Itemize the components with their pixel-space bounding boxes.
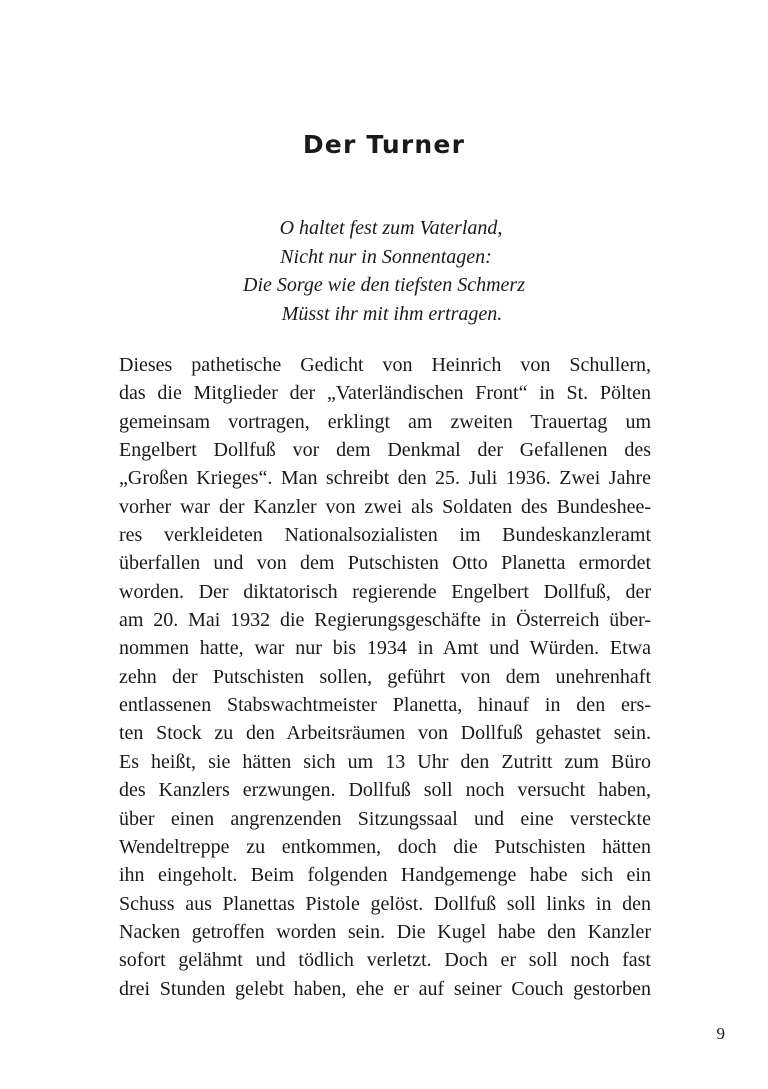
body-line: gemeinsam vortragen, erklingt am zweiten Trauertag um <box>119 410 651 433</box>
body-line: vorher war der Kanzler von zwei als Soldaten des Bundeshee- <box>119 495 651 518</box>
body-line: Es heißt, sie hätten sich um 13 Uhr den Zutritt zum Büro <box>119 750 651 773</box>
page-title: Der Turner <box>302 130 466 159</box>
page-number: 9 <box>716 1024 725 1043</box>
body-line: Engelbert Dollfuß vor dem Denkmal der Gefallenen des <box>119 439 651 462</box>
body-line: am 20. Mai 1932 die Regierungsgeschäfte in Österreich über- <box>119 609 651 632</box>
body-line: Nacken getroffen worden sein. Die Kugel habe den Kanzler <box>119 920 651 943</box>
body-line: ihn eingeholt. Beim folgenden Handgemenge habe sich ein <box>119 864 651 887</box>
body-line: res verkleideten Nationalsozialisten im Bundeskanzleramt <box>119 524 651 547</box>
body-line: sofort gelähmt und tödlich verletzt. Doch er soll noch fast <box>119 949 651 972</box>
body-line: Schuss aus Planettas Pistole gelöst. Dollfuß soll links in den <box>119 892 651 915</box>
body-line: zehn der Putschisten sollen, geführt von dem unehrenhaft <box>119 665 651 688</box>
poem-line: Die Sorge wie den tiefsten Schmerz <box>243 274 525 296</box>
body-line: ten Stock zu den Arbeitsräumen von Dollfuß gehastet sein. <box>119 722 651 745</box>
body-line: entlassenen Stabswachtmeister Planetta, hinauf in den ers- <box>119 694 651 717</box>
poem-line: Nicht nur in Sonnentagen: <box>280 245 492 268</box>
poem-line: Müsst ihr mit ihm ertragen. <box>281 302 503 325</box>
body-line: überfallen und von dem Putschisten Otto Planetta ermordet <box>119 552 651 575</box>
poem-epigraph <box>0 214 768 328</box>
body-line: drei Stunden gelebt haben, ehe er auf seiner Couch gestorben <box>119 977 651 1000</box>
body-line: nommen hatte, war nur bis 1934 in Amt und Würden. Etwa <box>119 637 651 660</box>
body-line: „Großen Krieges“. Man schreibt den 25. Juli 1936. Zwei Jahre <box>119 467 651 490</box>
body-line: worden. Der diktatorisch regierende Engelbert Dollfuß, der <box>119 580 651 603</box>
body-line: über einen angrenzenden Sitzungssaal und eine versteckte <box>119 807 651 830</box>
body-line: das die Mitglieder der „Vaterländischen Front“ in St. Pölten <box>119 382 651 405</box>
body-line: Dieses pathetische Gedicht von Heinrich von Schullern, <box>119 354 651 376</box>
poem-line: O haltet fest zum Vaterland, <box>279 217 503 239</box>
body-line: Wendeltreppe zu entkommen, doch die Putschisten hätten <box>119 835 651 858</box>
body-line: des Kanzlers erzwungen. Dollfuß soll noch versucht haben, <box>119 779 651 802</box>
body-paragraph <box>119 351 651 1003</box>
